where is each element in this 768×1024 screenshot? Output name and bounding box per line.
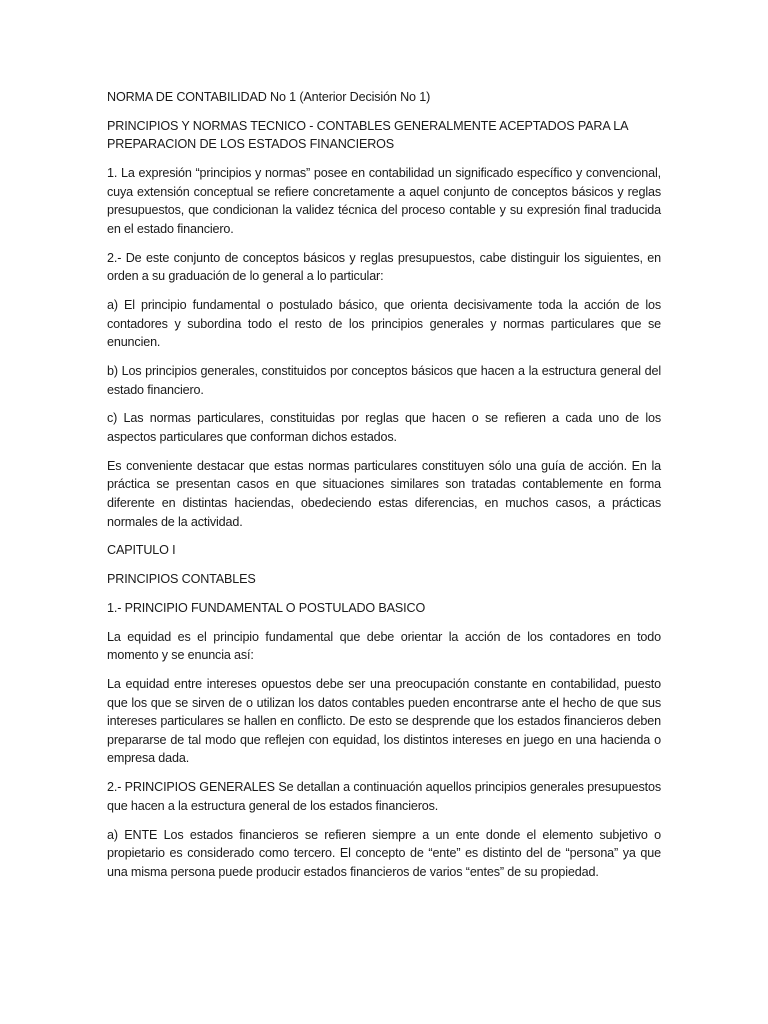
paragraph-equity-intro: La equidad es el principio fundamental que debe orientar la acción de los contadores en todo momento y se enuncia así: — [107, 629, 661, 663]
chapter-heading: CAPITULO I — [107, 543, 176, 558]
subsection-heading-1: 1.- PRINCIPIO FUNDAMENTAL O POSTULADO BASICO — [107, 600, 426, 615]
document-title: NORMA DE CONTABILIDAD No 1 (Anterior Decisión No 1) — [107, 90, 431, 104]
subsection-heading-2: 2.- PRINCIPIOS GENERALES Se detallan a continuación aquellos principios generales presupuestos que hacen a la estructura general de los estados financieros. — [107, 780, 661, 813]
paragraph-2c: c) Las normas particulares, constituidas por reglas que hacen o se refieren a cada uno de los aspectos particulares que conforman dichos estados. — [107, 411, 661, 445]
paragraph-ente: a) ENTE Los estados financieros se refieren siempre a un ente donde el elemento subjetivo o propietario es considerado como tercero. El concepto de “ente” es distinto del de “persona” ya que una misma persona puede producir estados financieros de varios “entes” de su propiedad. — [107, 827, 661, 879]
section-heading: PRINCIPIOS CONTABLES — [107, 572, 256, 587]
document-subtitle: PRINCIPIOS Y NORMAS TECNICO - CONTABLES GENERALMENTE ACEPTADOS PARA LA PREPARACION DE LOS ESTADOS FINANCIEROS — [107, 118, 628, 152]
paragraph-2a: a) El principio fundamental o postulado básico, que orienta decisivamente toda la acción de los contadores y subordina todo el resto de los principios generales y normas particulares que se enuncien. — [107, 298, 661, 350]
paragraph-note: Es conveniente destacar que estas normas particulares constituyen sólo una guía de acción. En la práctica se presentan casos en que situaciones similares son tratadas contablemente en forma diferente en distintas haciendas, obedeciendo estas diferencias, en muchos casos, a prácticas normales de la actividad. — [107, 458, 661, 529]
paragraph-equity: La equidad entre intereses opuestos debe ser una preocupación constante en contabilidad, puesto que los que se sirven de o utilizan los datos contables pueden encontrarse ante el hecho de que sus intereses particulares se hallen en conflicto. De esto se desprende que los estados financieros deben prepararse de tal modo que reflejen con equidad, los distintos intereses en juego en una hacienda o empresa dada. — [107, 677, 661, 766]
paragraph-1: 1. La expresión “principios y normas” posee en contabilidad un significado específico y convencional, cuya extensión conceptual se refiere concretamente a aquel conjunto de conceptos básicos y reglas presupuestos, que condicionan la validez técnica del proceso contable y su expresión final traducida en el estado financiero. — [107, 166, 661, 236]
document-page — [107, 88, 661, 892]
paragraph-2b: b) Los principios generales, constituidos por conceptos básicos que hacen a la estructura general del estado financiero. — [107, 364, 661, 397]
paragraph-2: 2.- De este conjunto de conceptos básicos y reglas presupuestos, cabe distinguir los siguientes, en orden a su graduación de lo general a lo particular: — [107, 250, 661, 284]
